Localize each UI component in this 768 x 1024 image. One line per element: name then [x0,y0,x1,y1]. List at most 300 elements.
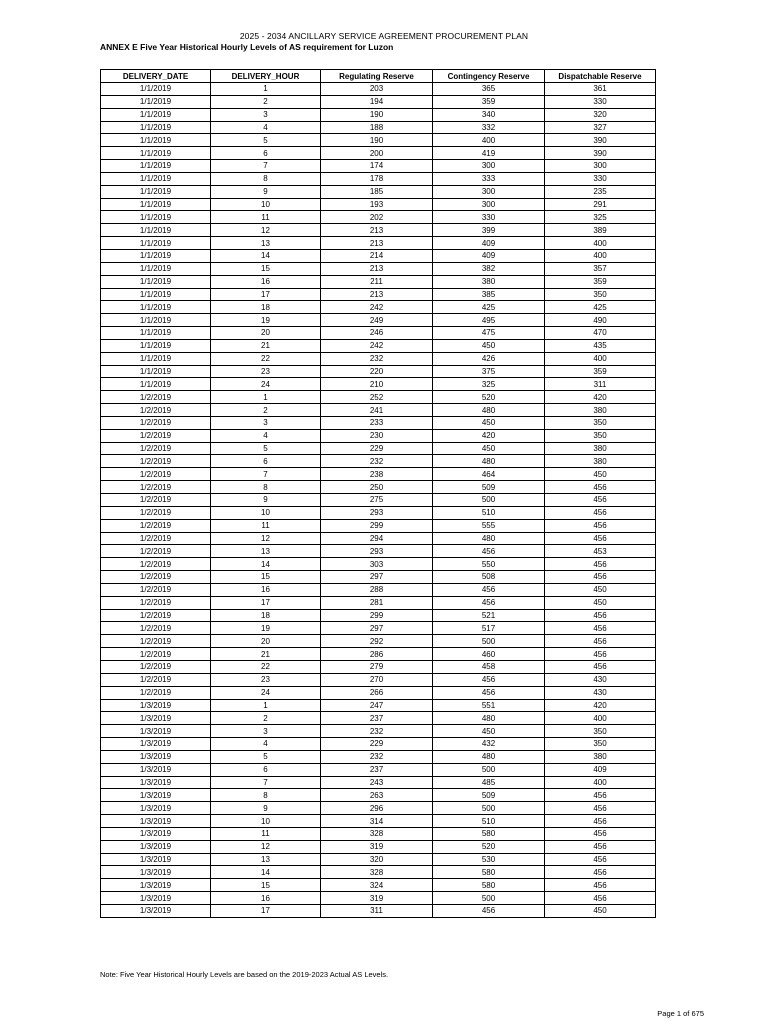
table-row [101,224,656,237]
regulating-reserve-cell: 213 [321,237,433,250]
contingency-reserve-cell: 432 [433,738,545,751]
delivery-hour-cell: 20 [211,327,321,340]
delivery-date-cell: 1/3/2019 [101,789,211,802]
table-row [101,802,656,815]
delivery-hour-cell: 7 [211,468,321,481]
table-row [101,429,656,442]
dispatchable-reserve-cell: 456 [545,815,656,828]
delivery-date-cell: 1/1/2019 [101,211,211,224]
dispatchable-reserve-cell: 430 [545,686,656,699]
regulating-reserve-cell: 299 [321,519,433,532]
page-number: Page 1 of 675 [657,1009,704,1018]
contingency-reserve-cell: 464 [433,468,545,481]
table-row [101,198,656,211]
delivery-date-cell: 1/2/2019 [101,686,211,699]
delivery-date-cell: 1/2/2019 [101,391,211,404]
delivery-date-cell: 1/1/2019 [101,378,211,391]
table-row [101,558,656,571]
dispatchable-reserve-cell: 400 [545,249,656,262]
contingency-reserve-cell: 330 [433,211,545,224]
regulating-reserve-cell: 249 [321,314,433,327]
delivery-hour-cell: 9 [211,494,321,507]
delivery-date-cell: 1/1/2019 [101,262,211,275]
delivery-hour-cell: 13 [211,853,321,866]
table-row [101,301,656,314]
dispatchable-reserve-cell: 425 [545,301,656,314]
table-row [101,673,656,686]
delivery-hour-cell: 16 [211,275,321,288]
delivery-hour-cell: 10 [211,506,321,519]
regulating-reserve-cell: 237 [321,712,433,725]
contingency-reserve-cell: 551 [433,699,545,712]
regulating-reserve-cell: 250 [321,481,433,494]
contingency-reserve-cell: 580 [433,879,545,892]
delivery-date-cell: 1/3/2019 [101,815,211,828]
delivery-hour-cell: 11 [211,827,321,840]
contingency-reserve-cell: 450 [433,416,545,429]
delivery-hour-cell: 10 [211,815,321,828]
table-row [101,583,656,596]
contingency-reserve-cell: 456 [433,545,545,558]
table-row [101,712,656,725]
delivery-date-cell: 1/3/2019 [101,866,211,879]
regulating-reserve-cell: 214 [321,249,433,262]
delivery-hour-cell: 7 [211,776,321,789]
delivery-hour-cell: 12 [211,532,321,545]
table-row [101,108,656,121]
delivery-date-cell: 1/2/2019 [101,648,211,661]
contingency-reserve-cell: 521 [433,609,545,622]
delivery-date-cell: 1/1/2019 [101,249,211,262]
delivery-hour-cell: 17 [211,905,321,918]
dispatchable-reserve-cell: 450 [545,905,656,918]
footer-note: Note: Five Year Historical Hourly Levels are based on the 2019-2023 Actual AS Levels. [100,970,389,979]
delivery-hour-cell: 1 [211,699,321,712]
as-levels-table [100,69,656,918]
contingency-reserve-cell: 382 [433,262,545,275]
delivery-hour-cell: 18 [211,609,321,622]
contingency-reserve-cell: 520 [433,391,545,404]
table-row [101,365,656,378]
delivery-hour-cell: 3 [211,108,321,121]
dispatchable-reserve-cell: 456 [545,622,656,635]
delivery-hour-cell: 6 [211,455,321,468]
delivery-hour-cell: 3 [211,725,321,738]
contingency-reserve-cell: 480 [433,532,545,545]
table-row [101,160,656,173]
delivery-date-cell: 1/1/2019 [101,160,211,173]
table-row [101,609,656,622]
table-row [101,147,656,160]
delivery-hour-cell: 13 [211,545,321,558]
regulating-reserve-cell: 243 [321,776,433,789]
regulating-reserve-cell: 281 [321,596,433,609]
contingency-reserve-cell: 420 [433,429,545,442]
contingency-reserve-cell: 426 [433,352,545,365]
contingency-reserve-cell: 375 [433,365,545,378]
delivery-date-cell: 1/1/2019 [101,237,211,250]
delivery-date-cell: 1/2/2019 [101,442,211,455]
dispatchable-reserve-cell: 456 [545,571,656,584]
regulating-reserve-cell: 178 [321,172,433,185]
delivery-date-cell: 1/2/2019 [101,571,211,584]
delivery-date-cell: 1/1/2019 [101,301,211,314]
regulating-reserve-cell: 246 [321,327,433,340]
delivery-hour-cell: 22 [211,352,321,365]
table-row [101,288,656,301]
table-row [101,763,656,776]
dispatchable-reserve-cell: 330 [545,95,656,108]
table-row [101,494,656,507]
table-row [101,840,656,853]
delivery-hour-cell: 12 [211,224,321,237]
delivery-date-cell: 1/3/2019 [101,879,211,892]
dispatchable-reserve-cell: 400 [545,712,656,725]
delivery-hour-cell: 11 [211,211,321,224]
delivery-hour-cell: 20 [211,635,321,648]
contingency-reserve-cell: 530 [433,853,545,866]
table-row [101,506,656,519]
table-row [101,481,656,494]
delivery-date-cell: 1/2/2019 [101,519,211,532]
dispatchable-reserve-cell: 470 [545,327,656,340]
dispatchable-reserve-cell: 350 [545,738,656,751]
dispatchable-reserve-cell: 456 [545,609,656,622]
table-row [101,378,656,391]
table-row [101,648,656,661]
contingency-reserve-cell: 332 [433,121,545,134]
dispatchable-reserve-cell: 456 [545,635,656,648]
delivery-date-cell: 1/2/2019 [101,481,211,494]
contingency-reserve-cell: 450 [433,442,545,455]
contingency-reserve-cell: 456 [433,596,545,609]
delivery-hour-cell: 1 [211,83,321,96]
delivery-hour-cell: 11 [211,519,321,532]
delivery-date-cell: 1/1/2019 [101,185,211,198]
table-row [101,83,656,96]
delivery-date-cell: 1/2/2019 [101,429,211,442]
regulating-reserve-cell: 194 [321,95,433,108]
dispatchable-reserve-cell: 400 [545,776,656,789]
delivery-hour-cell: 16 [211,583,321,596]
dispatchable-reserve-cell: 300 [545,160,656,173]
dispatchable-reserve-cell: 350 [545,725,656,738]
delivery-hour-cell: 24 [211,378,321,391]
delivery-date-cell: 1/3/2019 [101,763,211,776]
delivery-hour-cell: 8 [211,789,321,802]
delivery-date-cell: 1/1/2019 [101,314,211,327]
dispatchable-reserve-cell: 325 [545,211,656,224]
table-header-row [101,70,656,83]
delivery-date-cell: 1/2/2019 [101,468,211,481]
regulating-reserve-cell: 270 [321,673,433,686]
contingency-reserve-cell: 509 [433,789,545,802]
delivery-hour-cell: 13 [211,237,321,250]
table-row [101,545,656,558]
regulating-reserve-cell: 213 [321,288,433,301]
table-row [101,416,656,429]
delivery-date-cell: 1/3/2019 [101,892,211,905]
contingency-reserve-cell: 580 [433,866,545,879]
contingency-reserve-cell: 508 [433,571,545,584]
dispatchable-reserve-cell: 357 [545,262,656,275]
delivery-hour-cell: 24 [211,686,321,699]
contingency-reserve-cell: 456 [433,673,545,686]
delivery-date-cell: 1/1/2019 [101,108,211,121]
dispatchable-reserve-cell: 456 [545,648,656,661]
delivery-date-cell: 1/3/2019 [101,725,211,738]
contingency-reserve-cell: 500 [433,635,545,648]
contingency-reserve-cell: 500 [433,802,545,815]
regulating-reserve-cell: 220 [321,365,433,378]
dispatchable-reserve-cell: 359 [545,365,656,378]
delivery-date-cell: 1/1/2019 [101,121,211,134]
delivery-date-cell: 1/1/2019 [101,275,211,288]
delivery-hour-cell: 9 [211,185,321,198]
delivery-hour-cell: 17 [211,288,321,301]
table-row [101,211,656,224]
delivery-date-cell: 1/1/2019 [101,224,211,237]
dispatchable-reserve-cell: 435 [545,339,656,352]
col-header-regulating-reserve: Regulating Reserve [321,70,433,83]
regulating-reserve-cell: 229 [321,442,433,455]
dispatchable-reserve-cell: 456 [545,853,656,866]
dispatchable-reserve-cell: 456 [545,519,656,532]
table-row [101,660,656,673]
dispatchable-reserve-cell: 327 [545,121,656,134]
contingency-reserve-cell: 325 [433,378,545,391]
table-row [101,596,656,609]
dispatchable-reserve-cell: 330 [545,172,656,185]
dispatchable-reserve-cell: 390 [545,147,656,160]
table-row [101,635,656,648]
delivery-hour-cell: 19 [211,314,321,327]
contingency-reserve-cell: 450 [433,339,545,352]
regulating-reserve-cell: 297 [321,622,433,635]
table-row [101,95,656,108]
delivery-date-cell: 1/2/2019 [101,494,211,507]
dispatchable-reserve-cell: 409 [545,763,656,776]
dispatchable-reserve-cell: 389 [545,224,656,237]
dispatchable-reserve-cell: 420 [545,391,656,404]
dispatchable-reserve-cell: 350 [545,288,656,301]
table-row [101,404,656,417]
contingency-reserve-cell: 480 [433,455,545,468]
dispatchable-reserve-cell: 456 [545,532,656,545]
delivery-date-cell: 1/3/2019 [101,827,211,840]
table-row [101,237,656,250]
dispatchable-reserve-cell: 350 [545,429,656,442]
table-row [101,789,656,802]
contingency-reserve-cell: 300 [433,160,545,173]
regulating-reserve-cell: 202 [321,211,433,224]
regulating-reserve-cell: 319 [321,892,433,905]
delivery-date-cell: 1/1/2019 [101,198,211,211]
contingency-reserve-cell: 456 [433,686,545,699]
table-row [101,249,656,262]
dispatchable-reserve-cell: 400 [545,352,656,365]
table-row [101,827,656,840]
delivery-hour-cell: 14 [211,249,321,262]
delivery-date-cell: 1/1/2019 [101,134,211,147]
table-row [101,853,656,866]
contingency-reserve-cell: 485 [433,776,545,789]
contingency-reserve-cell: 500 [433,892,545,905]
regulating-reserve-cell: 229 [321,738,433,751]
regulating-reserve-cell: 188 [321,121,433,134]
regulating-reserve-cell: 314 [321,815,433,828]
table-row [101,519,656,532]
delivery-date-cell: 1/2/2019 [101,635,211,648]
table-row [101,314,656,327]
table-row [101,185,656,198]
regulating-reserve-cell: 328 [321,866,433,879]
contingency-reserve-cell: 475 [433,327,545,340]
dispatchable-reserve-cell: 450 [545,583,656,596]
annex-subtitle: ANNEX E Five Year Historical Hourly Levels of AS requirement for Luzon [100,42,394,52]
table-row [101,121,656,134]
regulating-reserve-cell: 232 [321,750,433,763]
table-row [101,468,656,481]
delivery-hour-cell: 6 [211,763,321,776]
col-header-contingency-reserve: Contingency Reserve [433,70,545,83]
regulating-reserve-cell: 213 [321,262,433,275]
contingency-reserve-cell: 359 [433,95,545,108]
delivery-date-cell: 1/2/2019 [101,532,211,545]
delivery-hour-cell: 14 [211,866,321,879]
dispatchable-reserve-cell: 361 [545,83,656,96]
delivery-date-cell: 1/2/2019 [101,545,211,558]
regulating-reserve-cell: 294 [321,532,433,545]
regulating-reserve-cell: 230 [321,429,433,442]
regulating-reserve-cell: 190 [321,134,433,147]
delivery-date-cell: 1/1/2019 [101,147,211,160]
contingency-reserve-cell: 480 [433,712,545,725]
regulating-reserve-cell: 237 [321,763,433,776]
delivery-date-cell: 1/2/2019 [101,609,211,622]
table-row [101,339,656,352]
delivery-hour-cell: 12 [211,840,321,853]
regulating-reserve-cell: 311 [321,905,433,918]
table-row [101,750,656,763]
regulating-reserve-cell: 185 [321,185,433,198]
col-header-delivery-hour: DELIVERY_HOUR [211,70,321,83]
delivery-hour-cell: 3 [211,416,321,429]
dispatchable-reserve-cell: 390 [545,134,656,147]
regulating-reserve-cell: 190 [321,108,433,121]
regulating-reserve-cell: 211 [321,275,433,288]
table-row [101,262,656,275]
delivery-hour-cell: 19 [211,622,321,635]
dispatchable-reserve-cell: 311 [545,378,656,391]
delivery-date-cell: 1/3/2019 [101,776,211,789]
table-row [101,892,656,905]
delivery-hour-cell: 15 [211,262,321,275]
col-header-delivery-date: DELIVERY_DATE [101,70,211,83]
delivery-hour-cell: 18 [211,301,321,314]
dispatchable-reserve-cell: 456 [545,827,656,840]
table-row [101,134,656,147]
regulating-reserve-cell: 213 [321,224,433,237]
regulating-reserve-cell: 320 [321,853,433,866]
contingency-reserve-cell: 510 [433,815,545,828]
delivery-hour-cell: 15 [211,571,321,584]
regulating-reserve-cell: 247 [321,699,433,712]
delivery-date-cell: 1/3/2019 [101,750,211,763]
regulating-reserve-cell: 293 [321,506,433,519]
delivery-hour-cell: 9 [211,802,321,815]
delivery-hour-cell: 17 [211,596,321,609]
table-row [101,391,656,404]
dispatchable-reserve-cell: 456 [545,879,656,892]
delivery-hour-cell: 4 [211,121,321,134]
delivery-date-cell: 1/2/2019 [101,583,211,596]
delivery-date-cell: 1/1/2019 [101,83,211,96]
contingency-reserve-cell: 300 [433,198,545,211]
dispatchable-reserve-cell: 456 [545,506,656,519]
contingency-reserve-cell: 510 [433,506,545,519]
table-row [101,738,656,751]
contingency-reserve-cell: 550 [433,558,545,571]
regulating-reserve-cell: 297 [321,571,433,584]
delivery-date-cell: 1/2/2019 [101,660,211,673]
contingency-reserve-cell: 460 [433,648,545,661]
delivery-hour-cell: 16 [211,892,321,905]
table-row [101,725,656,738]
regulating-reserve-cell: 232 [321,352,433,365]
delivery-date-cell: 1/1/2019 [101,352,211,365]
delivery-date-cell: 1/2/2019 [101,558,211,571]
dispatchable-reserve-cell: 456 [545,789,656,802]
dispatchable-reserve-cell: 380 [545,750,656,763]
delivery-date-cell: 1/2/2019 [101,596,211,609]
table-body [101,83,656,918]
table-row [101,532,656,545]
regulating-reserve-cell: 286 [321,648,433,661]
delivery-date-cell: 1/3/2019 [101,712,211,725]
table-row [101,172,656,185]
regulating-reserve-cell: 174 [321,160,433,173]
delivery-hour-cell: 14 [211,558,321,571]
contingency-reserve-cell: 365 [433,83,545,96]
regulating-reserve-cell: 200 [321,147,433,160]
delivery-hour-cell: 10 [211,198,321,211]
table-row [101,327,656,340]
contingency-reserve-cell: 333 [433,172,545,185]
delivery-hour-cell: 1 [211,391,321,404]
table-row [101,879,656,892]
delivery-date-cell: 1/2/2019 [101,673,211,686]
contingency-reserve-cell: 409 [433,237,545,250]
delivery-date-cell: 1/1/2019 [101,95,211,108]
contingency-reserve-cell: 340 [433,108,545,121]
regulating-reserve-cell: 263 [321,789,433,802]
delivery-hour-cell: 21 [211,339,321,352]
contingency-reserve-cell: 450 [433,725,545,738]
table-row [101,442,656,455]
dispatchable-reserve-cell: 380 [545,455,656,468]
regulating-reserve-cell: 275 [321,494,433,507]
delivery-hour-cell: 2 [211,712,321,725]
contingency-reserve-cell: 555 [433,519,545,532]
delivery-hour-cell: 2 [211,95,321,108]
table-row [101,622,656,635]
table-row [101,866,656,879]
dispatchable-reserve-cell: 456 [545,892,656,905]
contingency-reserve-cell: 419 [433,147,545,160]
delivery-hour-cell: 4 [211,738,321,751]
delivery-date-cell: 1/2/2019 [101,404,211,417]
